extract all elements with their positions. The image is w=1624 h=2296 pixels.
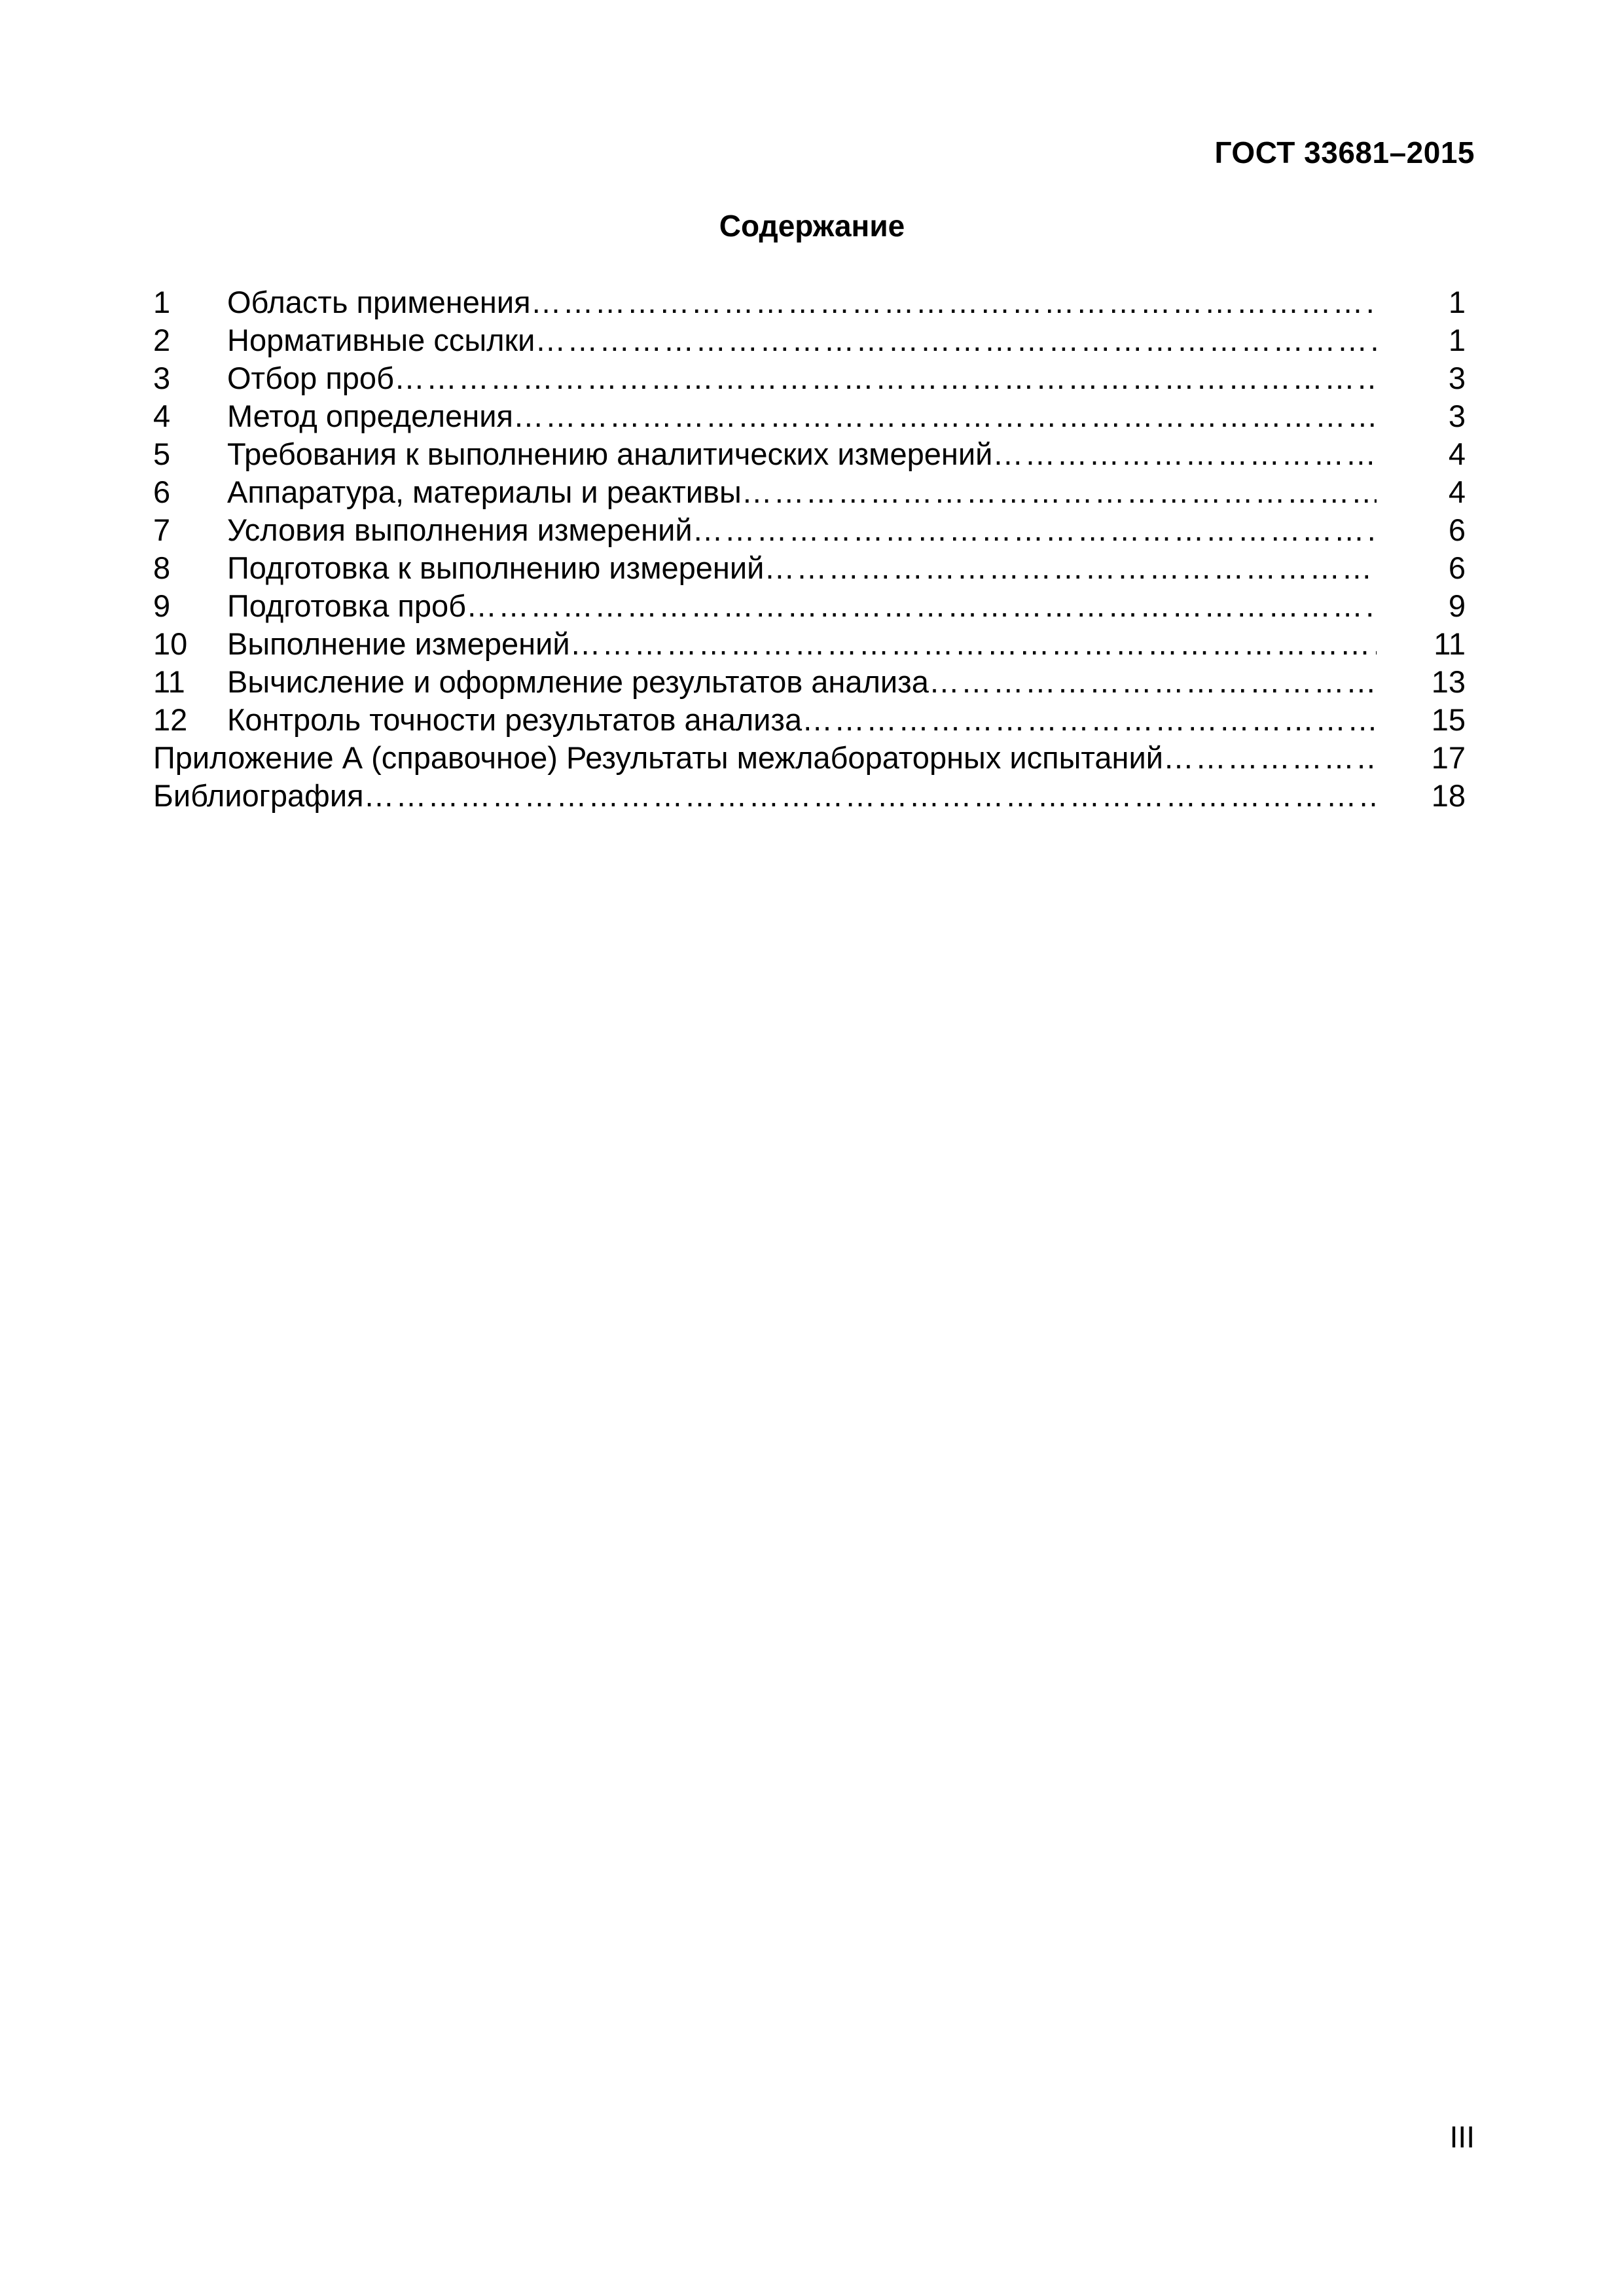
toc-entry-title: Вычисление и оформление результатов анализа (227, 664, 929, 699)
toc-leader-dots (992, 435, 1377, 473)
toc-entry-page: 17 (1431, 740, 1466, 775)
toc-entry-page: 18 (1431, 778, 1466, 813)
toc-entry-number: 5 (153, 437, 171, 471)
toc-entry-1[interactable] (153, 283, 1466, 321)
toc-entry-bibliography[interactable] (153, 777, 1466, 815)
document-code: ГОСТ 33681–2015 (1214, 135, 1475, 170)
page-number: III (1449, 2120, 1475, 2154)
toc-entry-title: Приложение А (справочное) Результаты межлабораторных испытаний (153, 740, 1163, 775)
toc-entry-number: 1 (153, 285, 171, 319)
toc-entry-7[interactable] (153, 511, 1466, 549)
toc-entry-number: 11 (153, 664, 185, 699)
toc-entry-10[interactable] (153, 625, 1466, 663)
toc-leader-dots (802, 701, 1377, 739)
toc-entry-11[interactable] (153, 663, 1466, 701)
toc-entry-page: 4 (1448, 437, 1466, 471)
toc-entry-number: 6 (153, 475, 171, 509)
toc-leader-dots (693, 511, 1377, 549)
toc-entry-number: 10 (153, 626, 188, 661)
toc-entry-page: 15 (1431, 702, 1466, 737)
toc-entry-page: 1 (1448, 285, 1466, 319)
toc-entry-page: 13 (1431, 664, 1466, 699)
toc-entry-title: Нормативные ссылки (227, 323, 535, 357)
toc-entry-page: 3 (1448, 361, 1466, 395)
toc-entry-title: Библиография (153, 778, 364, 813)
toc-leader-dots (364, 777, 1377, 815)
toc-entry-3[interactable] (153, 359, 1466, 397)
toc-entry-4[interactable] (153, 397, 1466, 435)
toc-leader-dots (1163, 739, 1377, 777)
toc-entry-page: 3 (1448, 399, 1466, 433)
toc-entry-title: Требования к выполнению аналитических измерений (227, 437, 993, 471)
toc-entry-page: 9 (1448, 588, 1466, 623)
toc-entry-page: 6 (1448, 512, 1466, 547)
toc-leader-dots (394, 359, 1377, 397)
toc-entry-2[interactable] (153, 321, 1466, 359)
toc-entry-title: Подготовка к выполнению измерений (227, 550, 765, 585)
toc-entry-number: 9 (153, 588, 171, 623)
toc-entry-title: Область применения (227, 285, 531, 319)
table-of-contents (153, 283, 1466, 815)
toc-entry-appendix-a[interactable] (153, 739, 1466, 777)
toc-leader-dots (513, 397, 1377, 435)
toc-entry-12[interactable] (153, 701, 1466, 739)
toc-entry-number: 8 (153, 550, 171, 585)
toc-entry-title: Метод определения (227, 399, 513, 433)
toc-leader-dots (742, 473, 1377, 511)
toc-entry-6[interactable] (153, 473, 1466, 511)
toc-entry-number: 2 (153, 323, 171, 357)
toc-entry-9[interactable] (153, 587, 1466, 625)
toc-leader-dots (929, 663, 1377, 701)
toc-entry-5[interactable] (153, 435, 1466, 473)
toc-leader-dots (764, 549, 1377, 587)
toc-leader-dots (531, 283, 1377, 321)
toc-entry-page: 1 (1448, 323, 1466, 357)
toc-entry-number: 4 (153, 399, 171, 433)
toc-heading: Содержание (719, 209, 905, 243)
toc-entry-title: Условия выполнения измерений (227, 512, 693, 547)
toc-leader-dots (570, 625, 1377, 663)
toc-entry-title: Аппаратура, материалы и реактивы (227, 475, 742, 509)
toc-entry-title: Подготовка проб (227, 588, 467, 623)
toc-entry-number: 12 (153, 702, 188, 737)
toc-entry-page: 6 (1448, 550, 1466, 585)
toc-entry-8[interactable] (153, 549, 1466, 587)
toc-entry-page: 11 (1434, 626, 1466, 661)
toc-entry-title: Отбор проб (227, 361, 394, 395)
toc-entry-title: Контроль точности результатов анализа (227, 702, 803, 737)
toc-entry-number: 3 (153, 361, 171, 395)
toc-entry-title: Выполнение измерений (227, 626, 570, 661)
toc-entry-page: 4 (1448, 475, 1466, 509)
toc-leader-dots (535, 321, 1377, 359)
toc-leader-dots (466, 587, 1377, 625)
toc-entry-number: 7 (153, 512, 171, 547)
